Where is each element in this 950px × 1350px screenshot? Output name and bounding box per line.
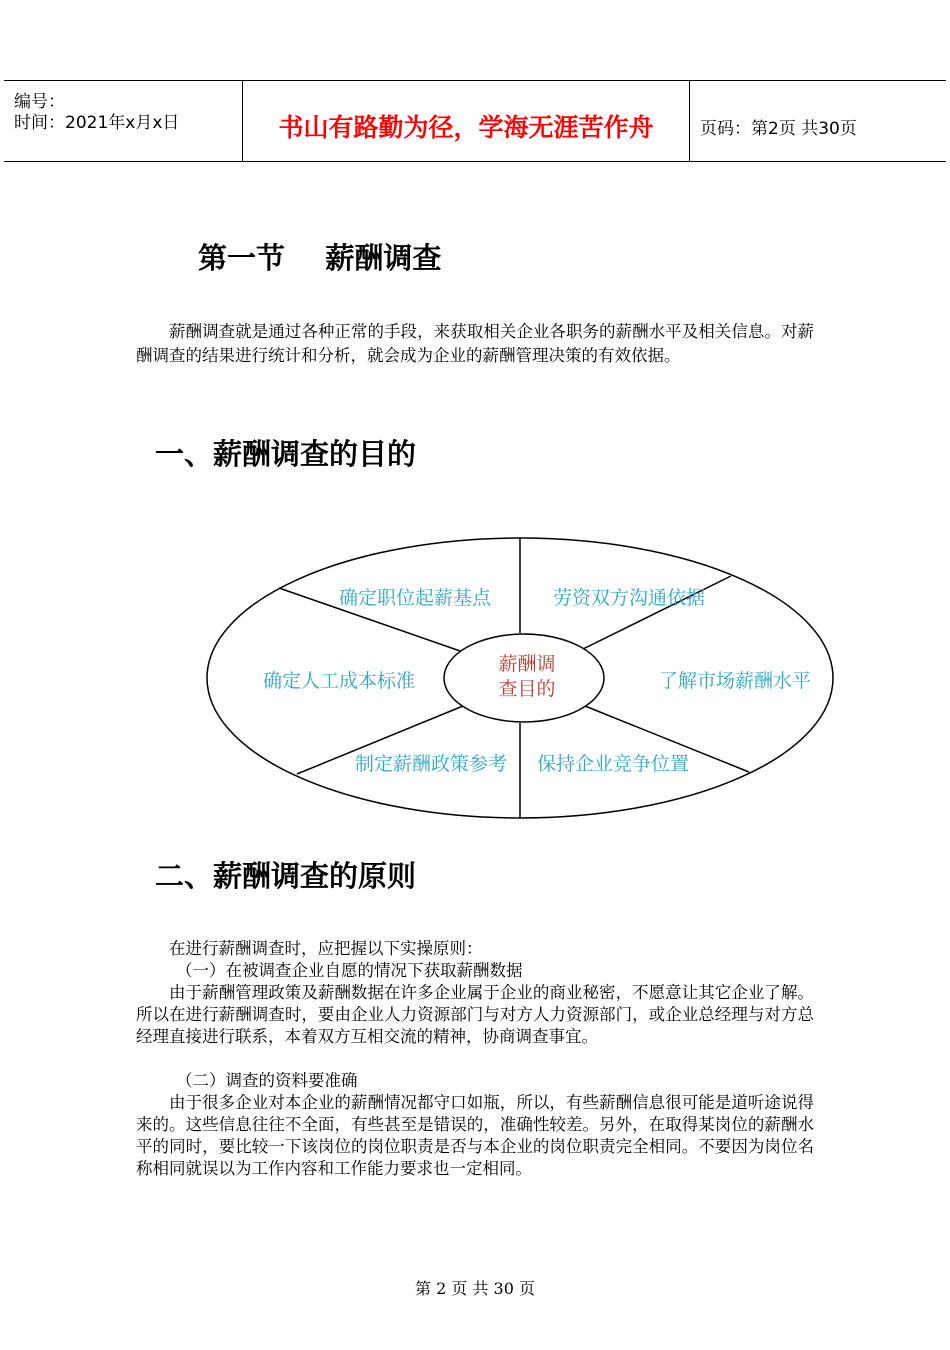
- document-time-label: 时间：2021年x月x日: [14, 113, 180, 133]
- header-left-cell: [4, 81, 243, 161]
- header-table: [4, 80, 946, 162]
- principle-2-title: （二）调查的资料要准确: [176, 1071, 358, 1090]
- label-top-left: 确定职位起薪基点: [338, 587, 492, 609]
- label-mid-left: 确定人工成本标准: [262, 670, 416, 692]
- document-number-label: 编号：: [14, 92, 65, 112]
- principle-1-title: （一）在被调查企业自愿的情况下获取薪酬数据: [176, 961, 523, 980]
- heading-purpose: 一、薪酬调查的目的: [155, 437, 417, 471]
- label-bottom-right: 保持企业竞争位置: [536, 753, 690, 775]
- label-top-right: 劳资双方沟通依据: [552, 587, 706, 609]
- principle-1-body: 由于薪酬管理政策及薪酬数据在许多企业属于企业的商业秘密，不愿意让其它企业了解。所以在进行薪酬调查时，要由企业人力资源部门与对方人力资源部门，或企业总经理与对方总经理直接进行联系，本着双方互相交流的精神，协商调查事宜。: [136, 983, 814, 1046]
- header-motto: 书山有路勤为径，学海无涯苦作舟: [278, 113, 654, 142]
- principle-2-body: 由于很多企业对本企业的薪酬情况都守口如瓶，所以，有些薪酬信息很可能是道听途说得来的。这些信息往往不全面，有些甚至是错误的，准确性较差。另外，在取得某岗位的薪酬水平的同时，要比较一下该岗位的岗位职责是否与本企业的岗位职责完全相同。不要因为岗位名称相同就误以为工作内容和工作能力要求也一定相同。: [136, 1093, 814, 1178]
- center-label-line2: 查目的: [498, 678, 556, 700]
- section-title: 第一节 薪酬调查: [198, 241, 442, 275]
- header-right-cell: [690, 81, 946, 161]
- center-label-line1: 薪酬调: [498, 653, 556, 675]
- heading-principles: 二、薪酬调查的原则: [155, 859, 417, 893]
- label-mid-right: 了解市场薪酬水平: [658, 670, 812, 692]
- header-center-cell: [243, 81, 690, 161]
- page-info: 页码：第2页 共30页: [700, 119, 857, 139]
- principles-lead: 在进行薪酬调查时，应把握以下实操原则：: [169, 939, 483, 958]
- label-bottom-left: 制定薪酬政策参考: [354, 753, 508, 775]
- intro-paragraph: 薪酬调查就是通过各种正常的手段，来获取相关企业各职务的薪酬水平及相关信息。对薪酬调查的结果进行统计和分析，就会成为企业的薪酬管理决策的有效依据。: [136, 322, 814, 365]
- purpose-diagram: [195, 520, 845, 820]
- page-footer: 第 2 页 共 30 页: [415, 1279, 535, 1298]
